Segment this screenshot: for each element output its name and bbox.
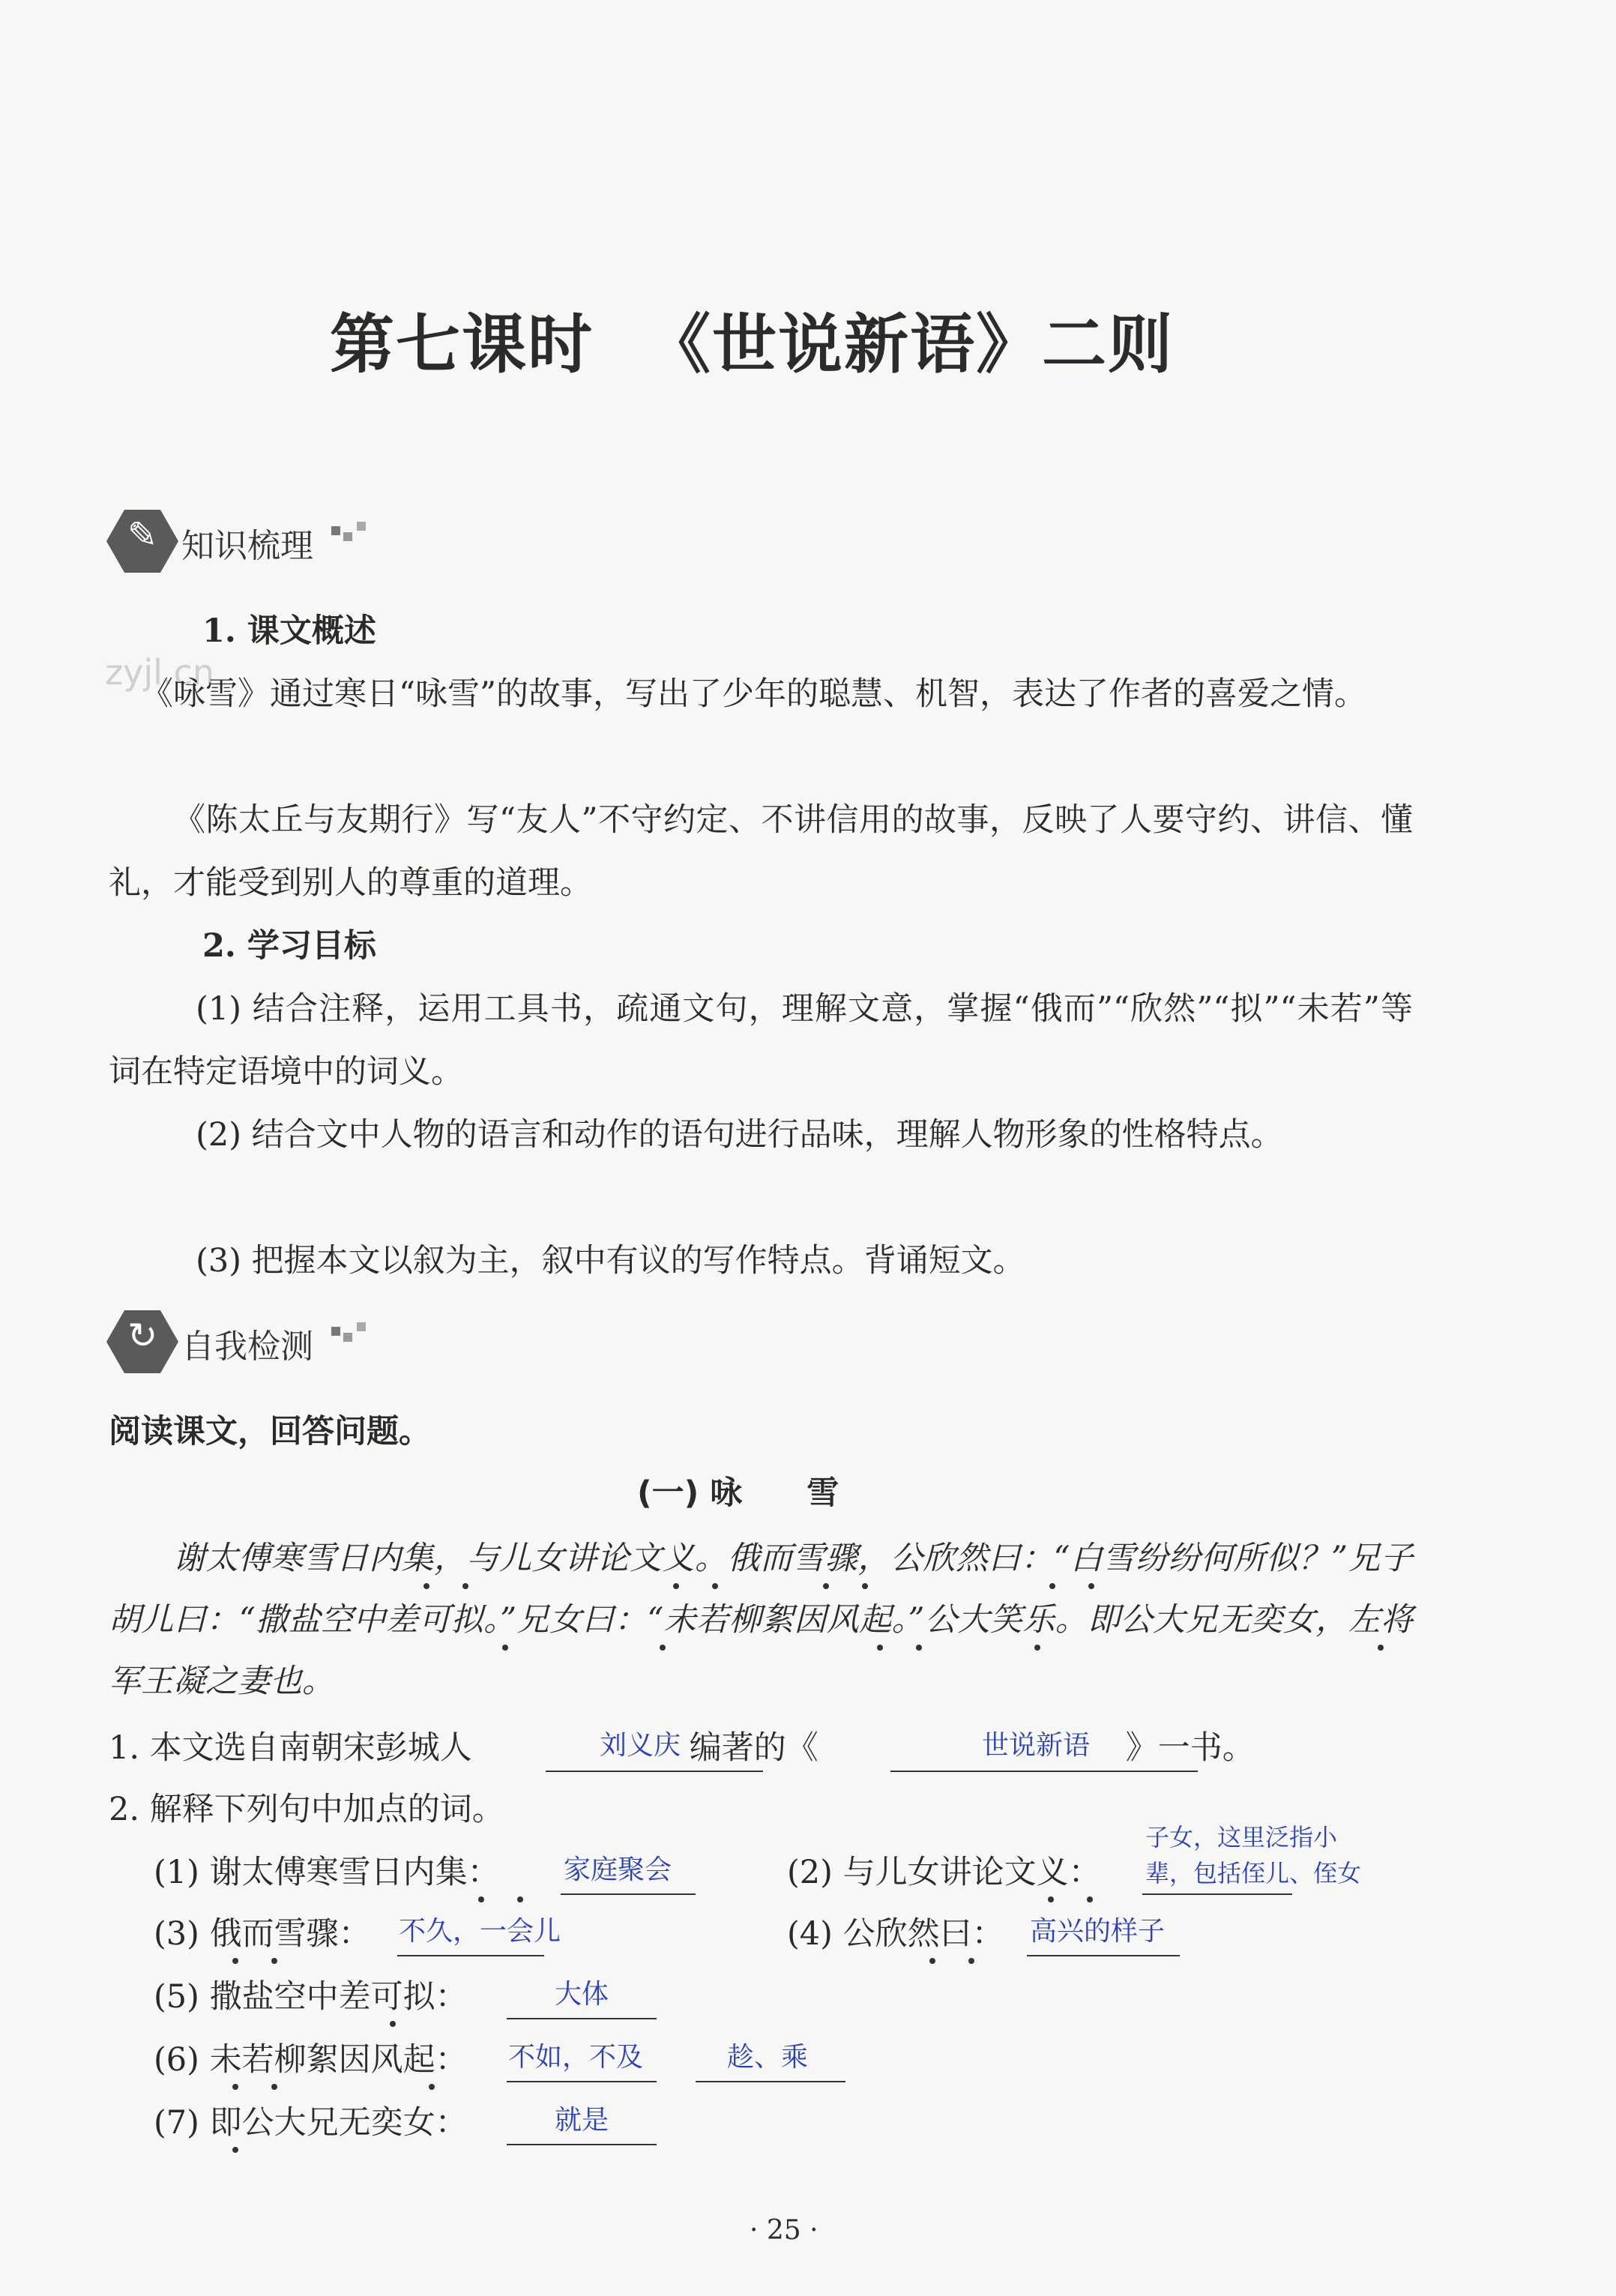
goal-1: (1) 结合注释，运用工具书，疏通文句，理解文意，掌握“俄而”“欣然”“拟”“未若”等词在特定语境中的词义。 bbox=[109, 990, 1413, 1091]
goals-heading: 2. 学习目标 bbox=[202, 927, 376, 965]
overview-heading: 1. 课文概述 bbox=[202, 612, 376, 650]
q2-item-7-answer[interactable]: 就是 bbox=[555, 2105, 609, 2136]
passage-text: 谢太傅寒雪日内集，与儿女讲论文义。俄而雪骤，公欣然曰：“白雪纷纷何所似？”兄子胡儿曰：“撒盐空中差可拟。”兄女曰：“未若柳絮因风起。”公大笑乐。即公大兄无奕女，左将军王凝之妻也。 bbox=[109, 1540, 1413, 1700]
overview-paragraph-1: 《咏雪》通过寒日“咏雪”的故事，写出了少年的聪慧、机智，表达了作者的喜爱之情。 bbox=[141, 675, 1366, 713]
lesson-title: 《世说新语》二则 bbox=[646, 307, 1174, 382]
q2-item-3-label: (3) 俄而雪骤： bbox=[154, 1915, 371, 1953]
watermark: zyjl.cn bbox=[105, 652, 214, 693]
section-header-selfcheck bbox=[106, 1310, 406, 1378]
pin-icon: ✎ bbox=[127, 514, 158, 556]
q1-text-post: 》一书。 bbox=[1125, 1729, 1255, 1767]
q2-item-2-answer-line2[interactable]: 辈，包括侄儿、侄女 bbox=[1145, 1859, 1362, 1887]
section-header-knowledge bbox=[106, 510, 406, 577]
q2-item-6-label: (6) 未若柳絮因风起： bbox=[154, 2041, 468, 2079]
lesson-number: 第七课时 bbox=[330, 307, 594, 382]
goal-3: (3) 把握本文以叙为主，叙中有议的写作特点。背诵短文。 bbox=[196, 1242, 1025, 1280]
page-title bbox=[330, 292, 1174, 385]
q1-answer-book[interactable]: 世说新语 bbox=[982, 1730, 1091, 1761]
section-label-selfcheck: 自我检测 bbox=[181, 1328, 313, 1366]
q2-item-1-label: (1) 谢太傅寒雪日内集： bbox=[154, 1854, 500, 1891]
page-number: · 25 · bbox=[750, 2215, 818, 2246]
goal-2: (2) 结合文中人物的语言和动作的语句进行品味，理解人物形象的性格特点。 bbox=[196, 1116, 1283, 1154]
instruction: 阅读课文，回答问题。 bbox=[109, 1413, 431, 1450]
q2-item-2-answer-line1[interactable]: 子女，这里泛指小 bbox=[1145, 1823, 1338, 1851]
q2-item-7-label: (7) 即公大兄无奕女： bbox=[154, 2104, 468, 2142]
q2-item-5-label: (5) 撒盐空中差可拟： bbox=[154, 1978, 468, 2016]
q2-item-6-answer-2[interactable]: 趁、乘 bbox=[727, 2042, 809, 2073]
q2-item-4-answer[interactable]: 高兴的样子 bbox=[1030, 1916, 1166, 1947]
q2-item-5-answer[interactable]: 大体 bbox=[555, 1979, 609, 2010]
q2-item-1-answer[interactable]: 家庭聚会 bbox=[564, 1854, 672, 1885]
q2-item-6-answer[interactable]: 不如，不及 bbox=[508, 2042, 644, 2073]
refresh-icon: ↻ bbox=[127, 1315, 158, 1357]
q1-text-mid: 编著的《 bbox=[689, 1729, 818, 1767]
section-label-knowledge: 知识梳理 bbox=[181, 527, 313, 565]
q1-text-pre: 1. 本文选自南朝宋彭城人 bbox=[109, 1729, 472, 1767]
q1-answer-author[interactable]: 刘义庆 bbox=[600, 1730, 681, 1761]
q2-item-4-label: (4) 公欣然曰： bbox=[787, 1915, 1004, 1953]
q2-item-3-answer[interactable]: 不久，一会儿 bbox=[399, 1916, 561, 1947]
q2-item-2-label: (2) 与儿女讲论文义： bbox=[787, 1854, 1101, 1891]
question-2-heading: 2. 解释下列句中加点的词。 bbox=[109, 1791, 504, 1828]
passage-heading: (一) 咏 雪 bbox=[637, 1474, 839, 1512]
overview-paragraph-2: 《陈太丘与友期行》写“友人”不守约定、不讲信用的故事，反映了人要守约、讲信、懂礼，才能受到别人的尊重的道理。 bbox=[109, 801, 1413, 902]
